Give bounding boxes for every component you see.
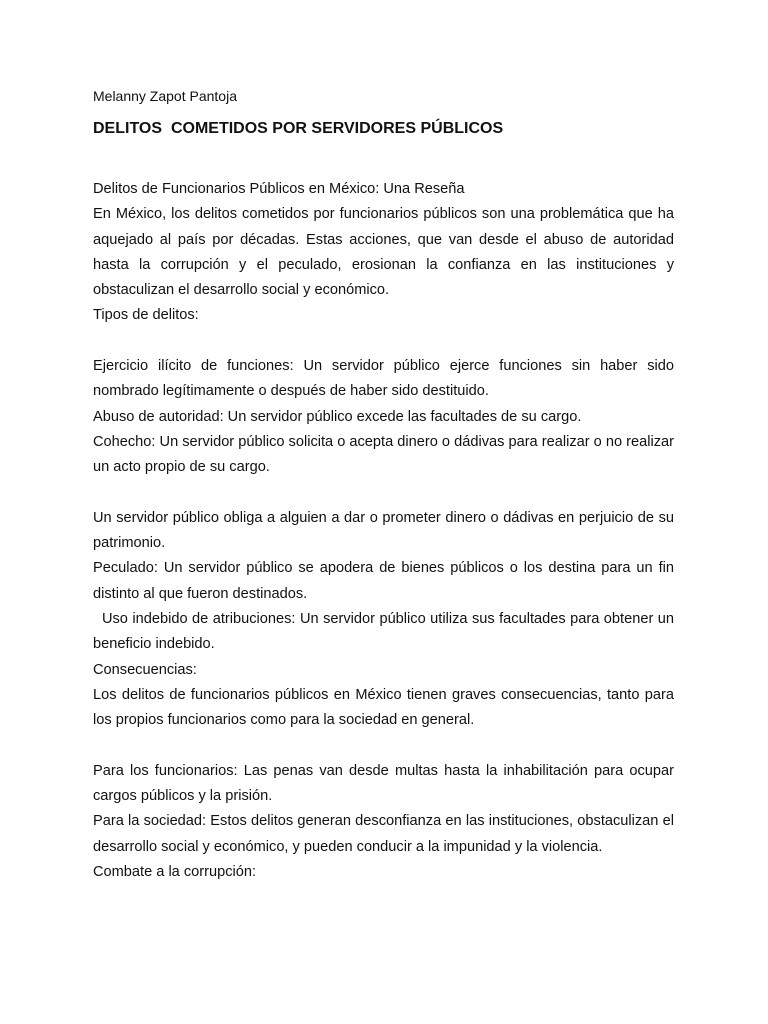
document-body — [93, 177, 679, 885]
crime-abuso-autoridad: Abuso de autoridad: Un servidor público excede las facultades de su cargo. — [93, 408, 582, 425]
consequences-paragraph: Los delitos de funcionarios públicos en México tienen graves consecuencias, tanto para los propios funcionarios como para la sociedad en general. — [93, 686, 674, 729]
blank-line — [93, 734, 674, 759]
section-heading-types: Tipos de delitos: — [93, 307, 199, 324]
crime-uso-indebido: Uso indebido de atribuciones: Un servidor público utiliza sus facultades para obtener un beneficio indebido. — [93, 611, 679, 653]
crime-ejercicio-ilicito: Ejercicio ilícito de funciones: Un servidor público ejerce funciones sin haber sido nombrado legítimamente o después de haber sido destituido. — [93, 358, 674, 400]
section-heading-consequences: Consecuencias: — [93, 661, 197, 678]
section-heading-anticorruption: Combate a la corrupción: — [93, 864, 257, 881]
crime-cohecho: Cohecho: Un servidor público solicita o acepta dinero o dádivas para realizar o no realizar un acto propio de su cargo. — [93, 433, 674, 476]
document-title: DELITOS COMETIDOS POR SERVIDORES PÚBLICOS — [93, 120, 504, 137]
section-heading-intro: Delitos de Funcionarios Públicos en México: Una Reseña — [93, 181, 465, 197]
crime-peculado: Peculado: Un servidor público se apodera de bienes públicos o los destina para un fin distinto al que fueron destinados. — [93, 560, 674, 602]
crime-concusion: Un servidor público obliga a alguien a dar o prometer dinero o dádivas en perjuicio de su patrimonio. — [93, 509, 674, 552]
consequence-society: Para la sociedad: Estos delitos generan desconfianza en las instituciones, obstaculizan el desarrollo social y económico, y pueden conducir a la impunidad y la violencia. — [93, 813, 674, 855]
blank-line — [93, 481, 674, 506]
consequence-officials: Para los funcionarios: Las penas van desde multas hasta la inhabilitación para ocupar cargos públicos y la prisión. — [93, 762, 674, 805]
author-name: Melanny Zapot Pantoja — [93, 88, 237, 104]
blank-line — [93, 329, 674, 354]
intro-paragraph: En México, los delitos cometidos por funcionarios públicos son una problemática que ha aquejado al país por décadas. Estas acciones, que van desde el abuso de autoridad hasta la corrupción y el peculado, erosionan la confianza en las instituciones y obstaculizan el desarrollo social y económico. — [93, 206, 674, 299]
document-page — [93, 86, 679, 885]
